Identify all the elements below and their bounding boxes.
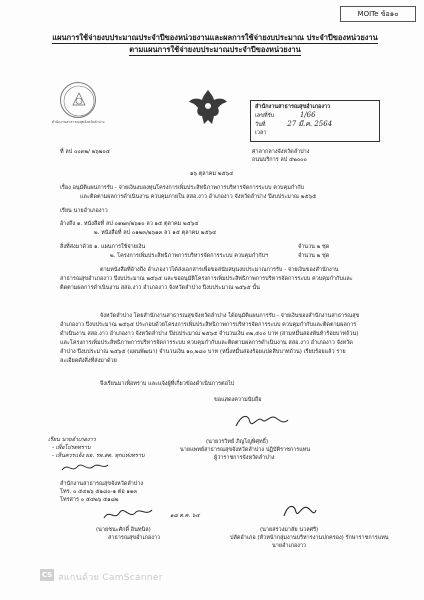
agency-seal-stamp (60, 82, 96, 118)
received-date-row (255, 120, 375, 129)
note-signature (60, 460, 110, 479)
garuda-emblem-icon (186, 86, 230, 128)
stamp-label: สำนักงานสาธารณสุขจังหวัดลำปาง (51, 120, 105, 124)
title-line-1: แผนการใช้จ่ายงบประมาณประจำปีของหน่วยงานและผลการใช้จ่ายงบประมาณ ประจำปีของหน่วยงาน (52, 33, 378, 42)
reference-1: อ้างถึง ๑. หนังสือที่ ลป ๐๑๒๓/๒๖๑๐ ลว ๑๕ ตุลาคม ๒๕๖๔ (60, 221, 199, 227)
bottom-right-signer-title-2: นายอำเภองาว (272, 543, 307, 549)
document-date: ๑๖ ตุลาคม ๒๕๖๔ (190, 171, 234, 177)
subject-line-1: เรื่อง อนุมัติแผนการรับ - จ่ายเงินงบลงทุนโครงการเพิ่มประสิทธิภาพการบริหารจัดการระบบ ควบคุมกำกับ (60, 185, 305, 191)
main-signer-title-2: ผู้ว่าราชการจังหวัดลำปาง (214, 455, 275, 461)
bottom-left-signer-title: สาธารณสุขอำเภองาว (108, 535, 161, 541)
office-footer-2: โทร. ๐ ๕๔๒๖ ๕๑๘๐-๑ ต่อ ๑๑๓ (60, 489, 138, 495)
paragraph-approval: จังหวัดลำปาง โดยสำนักงานสาธารณสุขจังหวัดลำปาง ได้อนุมัติแผนการรับ - จ่ายเงินของสำนักงานสาธารณสุขอำเภองาว ปีงบประมาณ ๒๕๖๕ ประกอบด้วยโครงการเพิ่มประสิทธิภาพการบริหารจัดการระบบ ควบคุมกำกับและติดตามผลการดำเนินงาน สสอ.งาว อำเภองาว จังหวัดลำปาง ปีงบประมาณ ๒๕๖๕ จำนวนเงิน ๓๒,๕๐๐ บาท (สามหมื่นสองพันห้าร้อยบาทถ้วน) และโครงการเพิ่มประสิทธิภาพการบริหารจัดการระบบ ควบคุมกำกับและติดตามผลการดำเนินงาน สสอ.งาว อำเภองาว จังหวัดลำปาง ปีงบประมาณ ๒๕๖๕ (แผนพัฒนา) จำนวนเงิน ๑๐,๒๘๐ บาท (หนึ่งหมื่นสองร้อยแปดสิบบาทถ้วน) เรียบร้อยแล้ว รายละเอียดดังสิ่งที่ส่งมาด้วย (60, 313, 360, 364)
camscanner-watermark: สแกนด้วย CamScanner (58, 573, 163, 583)
office-footer-1: สำนักงานสาธารณสุขจังหวัดลำปาง (60, 481, 144, 487)
handwritten-note-3: - เห็นควรแจ้ง ผอ. รพ.สต. ทุกแห่งทราบ (52, 453, 145, 459)
reference-code-box: MOITe ข้อ๑๐ (340, 6, 416, 22)
office-footer-3: โทรสาร ๐ ๕๔๒๖ ๕๑๘๒ (60, 497, 119, 503)
document-title (40, 32, 390, 56)
bottom-right-signer-title-1: ปลัดอำเภอ (หัวหน้ากลุ่มงานบริหารงานปกครอง) รักษาราชการแทน (230, 535, 389, 541)
received-number-row (255, 111, 375, 120)
paragraph-closing-request: จึงเรียนมาเพื่อทราบ และแจ้งผู้ที่เกี่ยวข้องดำเนินการต่อไป (100, 381, 235, 387)
attachment-1-qty: จำนวน ๒ ชุด (298, 244, 330, 250)
title-line-2: ตามแผนการใช้จ่ายงบประมาณประจำปีของหน่วยงาน (129, 45, 301, 54)
main-signer-name: (นายวรวิทย์ ภิญโญพิศุทธิ์) (206, 439, 269, 445)
camscanner-logo-icon: CS (41, 571, 53, 579)
main-signer-title-1: นายแพทย์สาธารณสุขจังหวัดลำปาง ปฏิบัติราชการแทน (180, 447, 311, 453)
handwritten-note-1: เรียน นายอำเภองาว (48, 437, 96, 443)
salutation: เรียน นายอำเภองาว (60, 208, 108, 214)
subject-line-2: และติดตามผลการดำเนินงาน ควบคุมภายใน สสอ.งาว อำเภองาว จังหวัดลำปาง ปีงบประมาณ ๒๕๖๕ (80, 194, 317, 200)
received-date-label: วันที่ (255, 122, 266, 128)
received-date-value: 27 มี.ค. 2564 (287, 120, 333, 128)
main-signature (232, 410, 292, 435)
received-time-label: เวลา (255, 130, 267, 136)
office-line-2: ถนนบริการ ลป ๕๒๐๐๐ (252, 157, 307, 163)
attachment-2-label: ๒. โครงการเพิ่มประสิทธิภาพการบริหารจัดการระบบ ควบคุมกำกับฯ (110, 253, 269, 259)
office-line-1: ศาลากลางจังหวัดลำปาง (252, 149, 310, 155)
handwritten-note-2: - เพื่อโปรดทราบ (52, 445, 91, 451)
bottom-left-signature (100, 504, 156, 527)
bottom-right-signer-name: (นายสรวงมาลัย นวลศรี) (260, 527, 319, 533)
attachment-2-qty: จำนวน ๒ ชุด (298, 253, 330, 259)
bottom-left-date: ๑๘ ต.ค. ๖๔ (170, 513, 200, 519)
bottom-right-signature (280, 500, 320, 525)
closing-phrase: ขอแสดงความนับถือ (214, 397, 262, 403)
received-number-label: เลขที่รับ (255, 113, 275, 119)
attachment-1-label: สิ่งที่ส่งมาด้วย ๑. แผนการใช้จ่ายเงิน (60, 244, 146, 250)
received-office: สำนักงานสาธารณสุขอำเภองาว (255, 104, 331, 110)
paragraph-background: ตามหนังสือที่อ้างถึง อำเภองาวได้ส่งเอกสารเพื่อขอสนับสนุนงบประมาณการรับ - จ่ายเงินของสำนักงานสาธารณสุขอำเภองาว ปีงบประมาณ ๒๕๖๕ และขออนุมัติโครงการเพิ่มประสิทธิภาพการบริหารจัดการระบบ ควบคุมกำกับและติดตามผลการดำเนินงาน สสอ.งาว อำเภองาว จังหวัดลำปาง ปีงบประมาณ ๒๕๖๕ นั้น (60, 267, 353, 291)
received-number-value: 1/66 (299, 111, 316, 119)
received-stamp-box (250, 100, 380, 142)
document-number: ที่ ลป ๐๐๓๒/ ๒๖๒๐๔ (60, 149, 110, 155)
reference-2: ๒. หนังสือที่ ลป ๐๑๒๓/๒๖๑๓ ลว ๑๕ ตุลาคม ๒๕๖๔ (94, 230, 217, 236)
bottom-left-signer-name: (นายชนะศักดิ์ อินทนิล) (96, 527, 151, 533)
